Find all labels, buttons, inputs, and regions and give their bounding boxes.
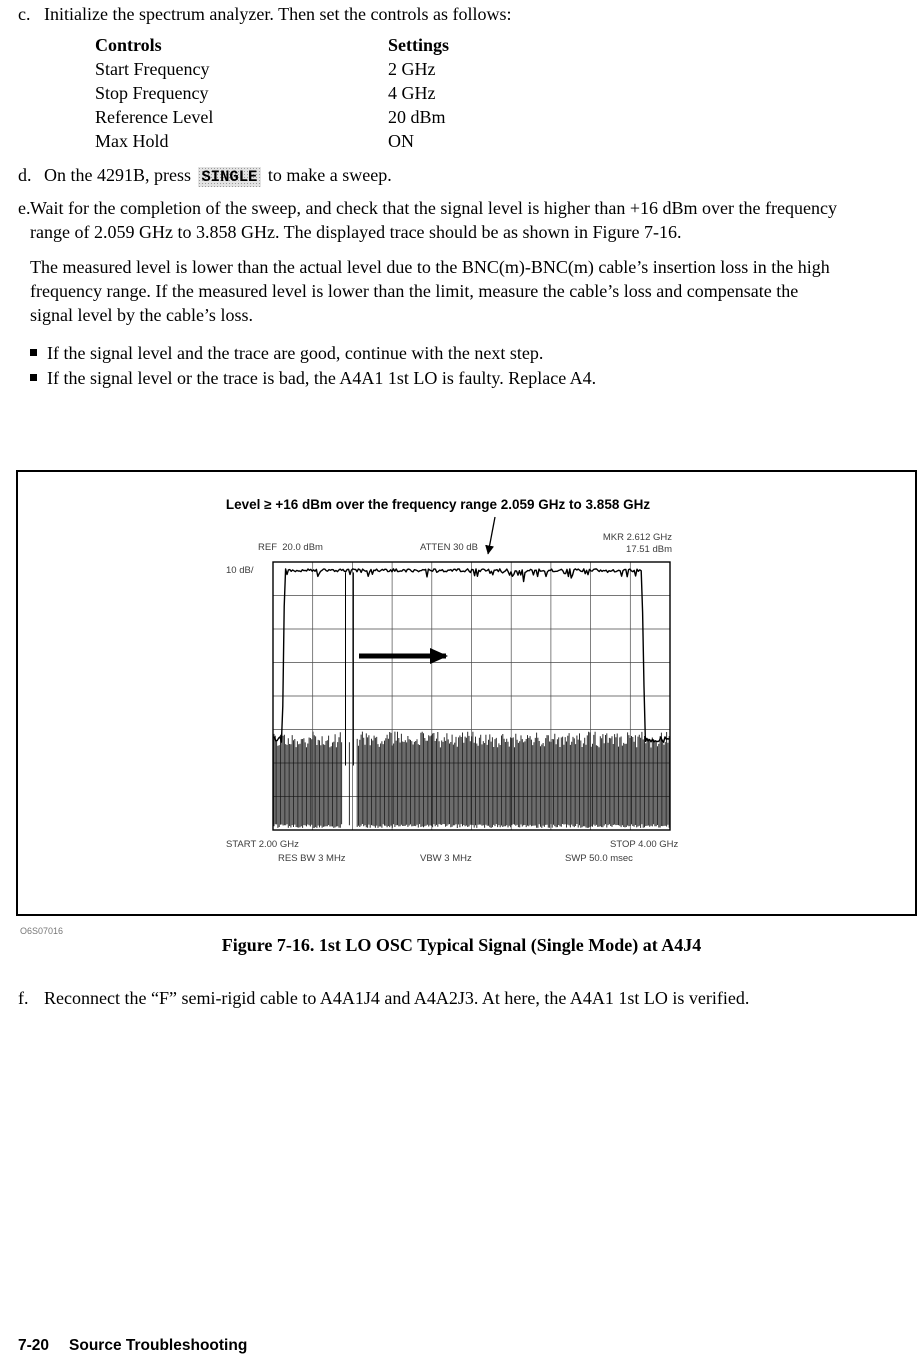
bullet-square-icon (30, 374, 37, 381)
annotation-arrow (488, 517, 495, 554)
scale-label: 10 dB/ (226, 565, 254, 576)
figure-image-code: O6S07016 (20, 926, 64, 936)
control-name: Stop Frequency (95, 83, 209, 103)
step-c (0, 2, 923, 26)
controls-table-header-row (95, 33, 449, 57)
list-item (30, 366, 790, 390)
figure-annotation: Level ≥ +16 dBm over the frequency range 2.059 GHz to 3.858 GHz (225, 497, 651, 512)
sweep-time-label: SWP 50.0 msec (565, 853, 633, 864)
control-setting: 20 dBm (388, 107, 446, 127)
control-setting: 2 GHz (388, 59, 436, 79)
step-e-bullets (30, 341, 840, 390)
res-bw-label: RES BW 3 MHz (278, 853, 346, 864)
control-setting: ON (388, 131, 414, 151)
controls-table (95, 33, 449, 153)
stop-freq-label: STOP 4.00 GHz (610, 839, 679, 850)
spectrum-traces (273, 569, 669, 828)
list-item (30, 341, 790, 365)
control-name: Max Hold (95, 131, 169, 151)
atten-label: ATTEN 30 dB (420, 542, 478, 553)
table-row (95, 81, 449, 105)
step-e-label: e. (18, 198, 31, 218)
step-f (0, 986, 923, 1010)
table-row (95, 105, 449, 129)
marker-freq-label: MKR 2.612 GHz (602, 532, 672, 543)
step-f-label: f. (18, 988, 29, 1008)
marker-level-label: 17.51 dBm (626, 544, 672, 555)
table-row (95, 129, 449, 153)
control-name: Start Frequency (95, 59, 210, 79)
step-e-paragraph-2: The measured level is lower than the actual level due to the BNC(m)-BNC(m) cable’s insertion loss in the high frequency range. If the measured level is lower than the limit, measure the cable’s loss and compensate the signal level by the cable’s loss. (30, 257, 830, 325)
control-setting: 4 GHz (388, 83, 436, 103)
step-f-text: Reconnect the “F” semi-rigid cable to A4A1J4 and A4A2J3. At here, the A4A1 1st LO is verified. (44, 988, 750, 1008)
controls-column-header: Controls (95, 35, 162, 55)
ref-level-label: REF 20.0 dBm (258, 542, 323, 553)
step-c-label: c. (18, 4, 31, 24)
step-d-label: d. (18, 165, 32, 185)
single-keycap: SINGLE (198, 167, 262, 187)
bullet-text: If the signal level and the trace are good, continue with the next step. (47, 343, 544, 363)
step-e-paragraph-1: Wait for the completion of the sweep, and check that the signal level is higher than +16 dBm over the frequency range of 2.059 GHz to 3.858 GHz. The displayed trace should be as shown in Figure 7-16. (30, 198, 837, 242)
step-d-text (30, 163, 840, 189)
step-d (0, 163, 923, 189)
page-footer (18, 1334, 247, 1358)
step-d-text-pre: On the 4291B, press (44, 165, 196, 185)
figure-caption: Figure 7-16. 1st LO OSC Typical Signal (Single Mode) at A4J4 (221, 935, 702, 955)
table-row (95, 57, 449, 81)
settings-column-header: Settings (388, 35, 450, 55)
spectrum-analyzer-display (18, 472, 915, 914)
page-number: 7-20 (18, 1337, 50, 1354)
start-freq-label: START 2.00 GHz (226, 839, 299, 850)
bullet-square-icon (30, 349, 37, 356)
figure-7-16 (16, 470, 917, 916)
vbw-label: VBW 3 MHz (420, 853, 472, 864)
step-c-text: Initialize the spectrum analyzer. Then set the controls as follows: (44, 4, 512, 24)
bullet-text: If the signal level or the trace is bad, the A4A1 1st LO is faulty. Replace A4. (47, 368, 597, 388)
step-e (0, 196, 923, 391)
footer-section-title: Source Troubleshooting (69, 1337, 248, 1354)
step-d-text-post: to make a sweep. (263, 165, 392, 185)
control-name: Reference Level (95, 107, 214, 127)
